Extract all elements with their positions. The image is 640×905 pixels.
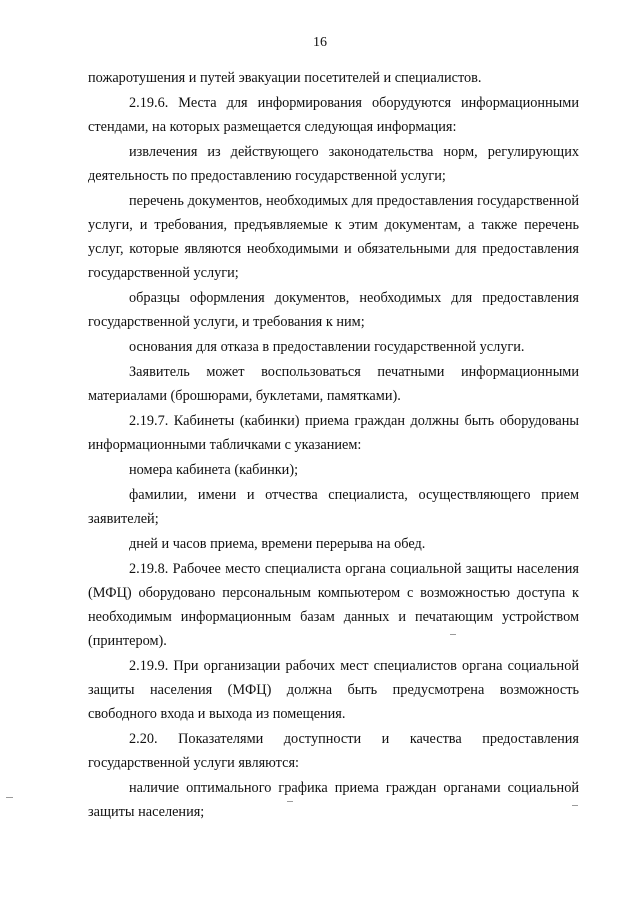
paragraph-continuation: пожаротушения и путей эвакуации посетителей и специалистов. xyxy=(88,70,482,86)
paragraph-2-19-9: 2.19.9. При организации рабочих мест специалистов органа социальной защиты населения (МФЦ) должна быть предусмотрена возможность свободного входа и выхода из помещения. xyxy=(88,658,579,722)
paragraph-2-20: 2.20. Показателями доступности и качества предоставления государственной услуги являются: xyxy=(88,731,579,771)
paragraph-list-item: номера кабинета (кабинки); xyxy=(129,462,299,478)
scan-mark xyxy=(6,797,13,798)
paragraph-list-item: извлечения из действующего законодательства норм, регулирующих деятельность по предоставлению государственной услуги; xyxy=(88,144,579,184)
paragraph-list-item: образцы оформления документов, необходимых для предоставления государственной услуги, и требования к ним; xyxy=(88,290,579,330)
document-body xyxy=(88,66,579,824)
paragraph-list-item: наличие оптимального графика приема граждан органами социальной защиты населения; xyxy=(88,780,579,820)
paragraph-list-item: фамилии, имени и отчества специалиста, осуществляющего прием заявителей; xyxy=(88,487,579,527)
page-number: 16 xyxy=(313,35,327,50)
paragraph-list-item: дней и часов приема, времени перерыва на обед. xyxy=(129,536,426,552)
paragraph-2-19-8: 2.19.8. Рабочее место специалиста органа социальной защиты населения (МФЦ) оборудовано персональным компьютером с возможностью доступа к необходимым информационным базам данных и печатающим устройством (принтером). xyxy=(88,561,579,649)
paragraph-applicant: Заявитель может воспользоваться печатными информационными материалами (брошюрами, буклетами, памятками). xyxy=(88,364,579,404)
paragraph-list-item: основания для отказа в предоставлении государственной услуги. xyxy=(129,339,525,355)
scan-mark xyxy=(450,634,456,635)
paragraph-2-19-7: 2.19.7. Кабинеты (кабинки) приема граждан должны быть оборудованы информационными табличками с указанием: xyxy=(88,413,579,453)
paragraph-2-19-6: 2.19.6. Места для информирования оборудуются информационными стендами, на которых размещается следующая информация: xyxy=(88,95,579,135)
scan-mark xyxy=(572,805,578,806)
scan-mark xyxy=(287,801,293,802)
paragraph-list-item: перечень документов, необходимых для предоставления государственной услуги, и требования, предъявляемые к этим документам, а также перечень услуг, которые являются необходимыми и обязательными для предоставления государственной услуги; xyxy=(88,193,579,281)
